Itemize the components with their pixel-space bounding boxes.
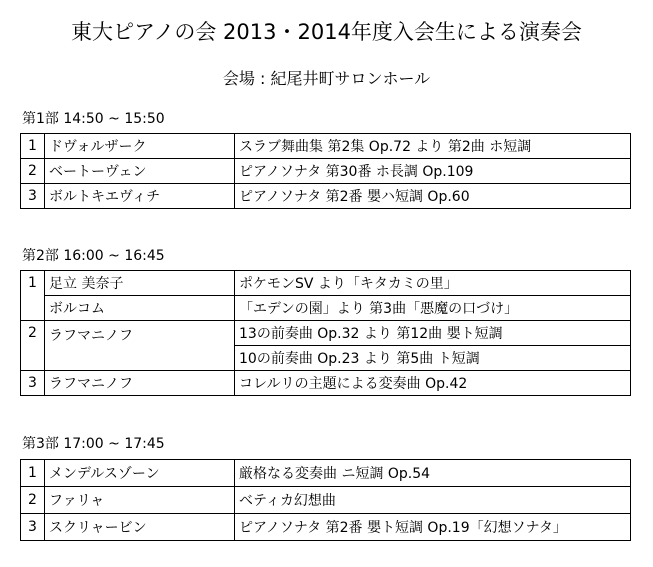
row-number: 1 (21, 271, 45, 321)
piece-cell: ポケモンSV より「キタカミの里」 (235, 271, 631, 296)
composer-cell: ベートーヴェン (45, 159, 235, 184)
part-1-label: 第1部 14:50 ~ 15:50 (22, 111, 165, 127)
table-row (21, 514, 631, 541)
table-row (21, 487, 631, 514)
piece-cell: 厳格なる変奏曲 ニ短調 Op.54 (235, 460, 631, 487)
composer-cell: ボルコム (45, 296, 235, 321)
row-number: 2 (21, 487, 45, 514)
table-row (21, 159, 631, 184)
composer-cell: ラフマニノフ (45, 371, 235, 396)
row-number: 3 (21, 514, 45, 541)
table-row (21, 184, 631, 209)
table-row (21, 321, 631, 346)
piece-cell: ピアノソナタ 第2番 嬰ト短調 Op.19「幻想ソナタ」 (235, 514, 631, 541)
row-number: 2 (21, 321, 45, 371)
piece-cell: 13の前奏曲 Op.32 より 第12曲 嬰ト短調 (235, 321, 631, 346)
piece-cell: 10の前奏曲 Op.23 より 第5曲 ト短調 (235, 346, 631, 371)
row-number: 3 (21, 371, 45, 396)
part-3-table (20, 459, 631, 541)
part-3-label: 第3部 17:00 ~ 17:45 (22, 436, 165, 452)
composer-cell: スクリャービン (45, 514, 235, 541)
composer-cell: ラフマニノフ (45, 321, 235, 371)
part-2-label: 第2部 16:00 ~ 16:45 (22, 248, 165, 264)
row-number: 1 (21, 134, 45, 159)
page-title: 東大ピアノの会 2013・2014年度入会生による演奏会 (71, 20, 582, 44)
composer-cell: メンデルスゾーン (45, 460, 235, 487)
composer-cell: ボルトキエヴィチ (45, 184, 235, 209)
composer-cell: ドヴォルザーク (45, 134, 235, 159)
table-row (21, 460, 631, 487)
piece-cell: ピアノソナタ 第30番 ホ長調 Op.109 (235, 159, 631, 184)
piece-cell: 「エデンの園」より 第3曲「悪魔の口づけ」 (235, 296, 631, 321)
piece-cell: コレルリの主題による変奏曲 Op.42 (235, 371, 631, 396)
table-row (21, 134, 631, 159)
part-2-table (20, 270, 631, 396)
row-number: 2 (21, 159, 45, 184)
table-row (21, 271, 631, 296)
part-1-table (20, 133, 631, 209)
table-row (21, 371, 631, 396)
row-number: 1 (21, 460, 45, 487)
row-number: 3 (21, 184, 45, 209)
composer-cell: 足立 美奈子 (45, 271, 235, 296)
piece-cell: ベティカ幻想曲 (235, 487, 631, 514)
table-row (21, 296, 631, 321)
piece-cell: ピアノソナタ 第2番 嬰ハ短調 Op.60 (235, 184, 631, 209)
composer-cell: ファリャ (45, 487, 235, 514)
piece-cell: スラブ舞曲集 第2集 Op.72 より 第2曲 ホ短調 (235, 134, 631, 159)
venue-label: 会場 : 紀尾井町サロンホール (222, 69, 431, 88)
